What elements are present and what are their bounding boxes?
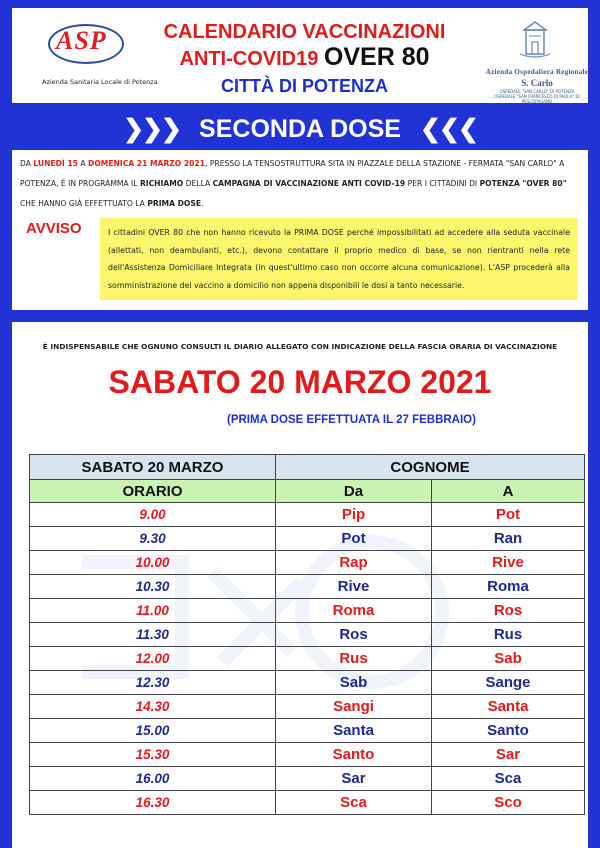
intro-date-to: DOMENICA 21 MARZO 2021 bbox=[88, 159, 206, 168]
table-row bbox=[30, 719, 585, 743]
table-row bbox=[30, 527, 585, 551]
table-subheader-row bbox=[30, 480, 585, 503]
schedule-section bbox=[12, 322, 588, 848]
intro-text: PER I CITTADINI DI bbox=[407, 179, 478, 188]
hospital-logo bbox=[482, 20, 592, 104]
table-row bbox=[30, 791, 585, 815]
column-header-orario: ORARIO bbox=[30, 480, 276, 503]
row-a: Sar bbox=[432, 743, 585, 767]
row-time: 11.30 bbox=[30, 623, 276, 647]
row-da: Pip bbox=[276, 503, 432, 527]
title-block bbox=[162, 20, 447, 100]
row-time: 16.00 bbox=[30, 767, 276, 791]
row-a: Pot bbox=[432, 503, 585, 527]
row-a: Ran bbox=[432, 527, 585, 551]
row-time: 15.00 bbox=[30, 719, 276, 743]
row-time: 10.30 bbox=[30, 575, 276, 599]
row-time: 16.30 bbox=[30, 791, 276, 815]
table-row bbox=[30, 671, 585, 695]
schedule-note: È INDISPENSABILE CHE OGNUNO CONSULTI IL DIARIO ALLEGATO CON INDICAZIONE DELLA FASCIA ORARIA DI VACCINAZIONE bbox=[42, 342, 558, 351]
prima-dose-note: (PRIMA DOSE EFFETTUATA IL 27 FEBBRAIO) bbox=[227, 414, 476, 426]
seconda-dose-banner bbox=[0, 110, 600, 150]
row-da: Santa bbox=[276, 719, 432, 743]
row-da: Rap bbox=[276, 551, 432, 575]
row-time: 10.00 bbox=[30, 551, 276, 575]
day-title: SABATO 20 MARZO 2021 bbox=[108, 364, 492, 400]
title-line-2-prefix: ANTI-COVID19 bbox=[179, 48, 319, 70]
table-row bbox=[30, 575, 585, 599]
row-time: 9.30 bbox=[30, 527, 276, 551]
asp-logo bbox=[42, 22, 158, 88]
row-da: Sca bbox=[276, 791, 432, 815]
column-header-da: Da bbox=[276, 480, 432, 503]
hospital-title: Azienda Ospedaliera Regionale bbox=[485, 68, 589, 76]
table-row bbox=[30, 623, 585, 647]
row-da: Sab bbox=[276, 671, 432, 695]
row-a: Ros bbox=[432, 599, 585, 623]
row-a: Santa bbox=[432, 695, 585, 719]
hospital-emblem-icon bbox=[516, 20, 554, 60]
table-cognome-header: COGNOME bbox=[276, 455, 585, 480]
row-a: Roma bbox=[432, 575, 585, 599]
row-a: Sca bbox=[432, 767, 585, 791]
row-time: 14.30 bbox=[30, 695, 276, 719]
row-time: 12.30 bbox=[30, 671, 276, 695]
title-line-3: CITTÀ DI POTENZA bbox=[221, 76, 388, 96]
chevrons-left-icon: ❮❮❮ bbox=[420, 115, 477, 143]
row-da: Sangi bbox=[276, 695, 432, 719]
table-row bbox=[30, 599, 585, 623]
intro-campagna: CAMPAGNA DI VACCINAZIONE ANTI COVID-19 bbox=[212, 179, 406, 188]
row-a: Sab bbox=[432, 647, 585, 671]
intro-text: , PRESSO LA TENSOSTRUTTURA SITA IN PIAZZALE DELLA STAZIONE - FERMATA "SAN CARLO" A POTENZA, È IN PROGRAMMA IL bbox=[20, 159, 565, 188]
title-line-2 bbox=[162, 44, 447, 72]
table-row bbox=[30, 503, 585, 527]
avviso-box: I cittadini OVER 80 che non hanno ricevuto la PRIMA DOSE perché impossibilitati ad accedere alla seduta vaccinale (allettati, non deambulanti, etc.), devono contattare il proprio medico di base, se non rientranti nella rete dell'Assistenza Domiciliare Integrata (in quest'ultimo caso non occorre alcuna comunicazione). L'ASP procederà alla somministrazione del vaccino a domicilio non appena disponibili le dosi a tanto necessarie. bbox=[100, 218, 578, 300]
row-da: Sar bbox=[276, 767, 432, 791]
row-da: Rus bbox=[276, 647, 432, 671]
row-da: Ros bbox=[276, 623, 432, 647]
table-header-row bbox=[30, 455, 585, 480]
avviso-label: AVVISO bbox=[26, 220, 82, 237]
intro-text: DELLA bbox=[185, 179, 211, 188]
table-row bbox=[30, 551, 585, 575]
row-time: 9.00 bbox=[30, 503, 276, 527]
header bbox=[12, 8, 588, 103]
row-a: Sco bbox=[432, 791, 585, 815]
intro-potenza-over: POTENZA "OVER 80" bbox=[479, 179, 567, 188]
row-a: Rus bbox=[432, 623, 585, 647]
intro-text: CHE HANNO GIÀ EFFETTUATO LA bbox=[20, 199, 145, 208]
schedule-table bbox=[29, 454, 585, 815]
row-da: Rive bbox=[276, 575, 432, 599]
row-time: 11.00 bbox=[30, 599, 276, 623]
table-day-header: SABATO 20 MARZO bbox=[30, 455, 276, 480]
intro-text: DA bbox=[20, 159, 31, 168]
row-time: 15.30 bbox=[30, 743, 276, 767]
table-row bbox=[30, 767, 585, 791]
asp-logo-text: ASP bbox=[56, 26, 107, 55]
row-da: Pot bbox=[276, 527, 432, 551]
info-box bbox=[12, 150, 588, 310]
intro-text: A bbox=[80, 159, 86, 168]
title-line-2-emphasis: OVER 80 bbox=[323, 43, 430, 71]
table-row bbox=[30, 695, 585, 719]
row-da: Santo bbox=[276, 743, 432, 767]
hospital-subline-1: OSPEDALE "SAN CARLO" DI POTENZA bbox=[499, 89, 575, 94]
hospital-name: S. Carlo bbox=[521, 78, 553, 88]
hospital-subline-2: OSPEDALE "SAN FRANCESCO DI PAOLA" DI PESCOPAGANO bbox=[494, 94, 580, 104]
chevrons-right-icon: ❯❯❯ bbox=[123, 115, 180, 143]
table-row bbox=[30, 743, 585, 767]
title-line-1: CALENDARIO VACCINAZIONI bbox=[163, 21, 446, 43]
hospital-sublines bbox=[482, 89, 592, 104]
row-da: Roma bbox=[276, 599, 432, 623]
column-header-a: A bbox=[432, 480, 585, 503]
intro-date-from: LUNEDÌ 15 bbox=[33, 159, 78, 168]
row-a: Sange bbox=[432, 671, 585, 695]
table-row bbox=[30, 647, 585, 671]
row-a: Santo bbox=[432, 719, 585, 743]
intro-richiamo: RICHIAMO bbox=[139, 179, 184, 188]
intro-paragraph bbox=[20, 154, 584, 214]
asp-logo-subtitle: Azienda Sanitaria Locale di Potenza bbox=[42, 78, 158, 86]
banner-label: SECONDA DOSE bbox=[199, 115, 401, 143]
row-time: 12.00 bbox=[30, 647, 276, 671]
intro-prima-dose: PRIMA DOSE bbox=[147, 199, 202, 208]
intro-text: . bbox=[201, 199, 204, 208]
row-a: Rive bbox=[432, 551, 585, 575]
